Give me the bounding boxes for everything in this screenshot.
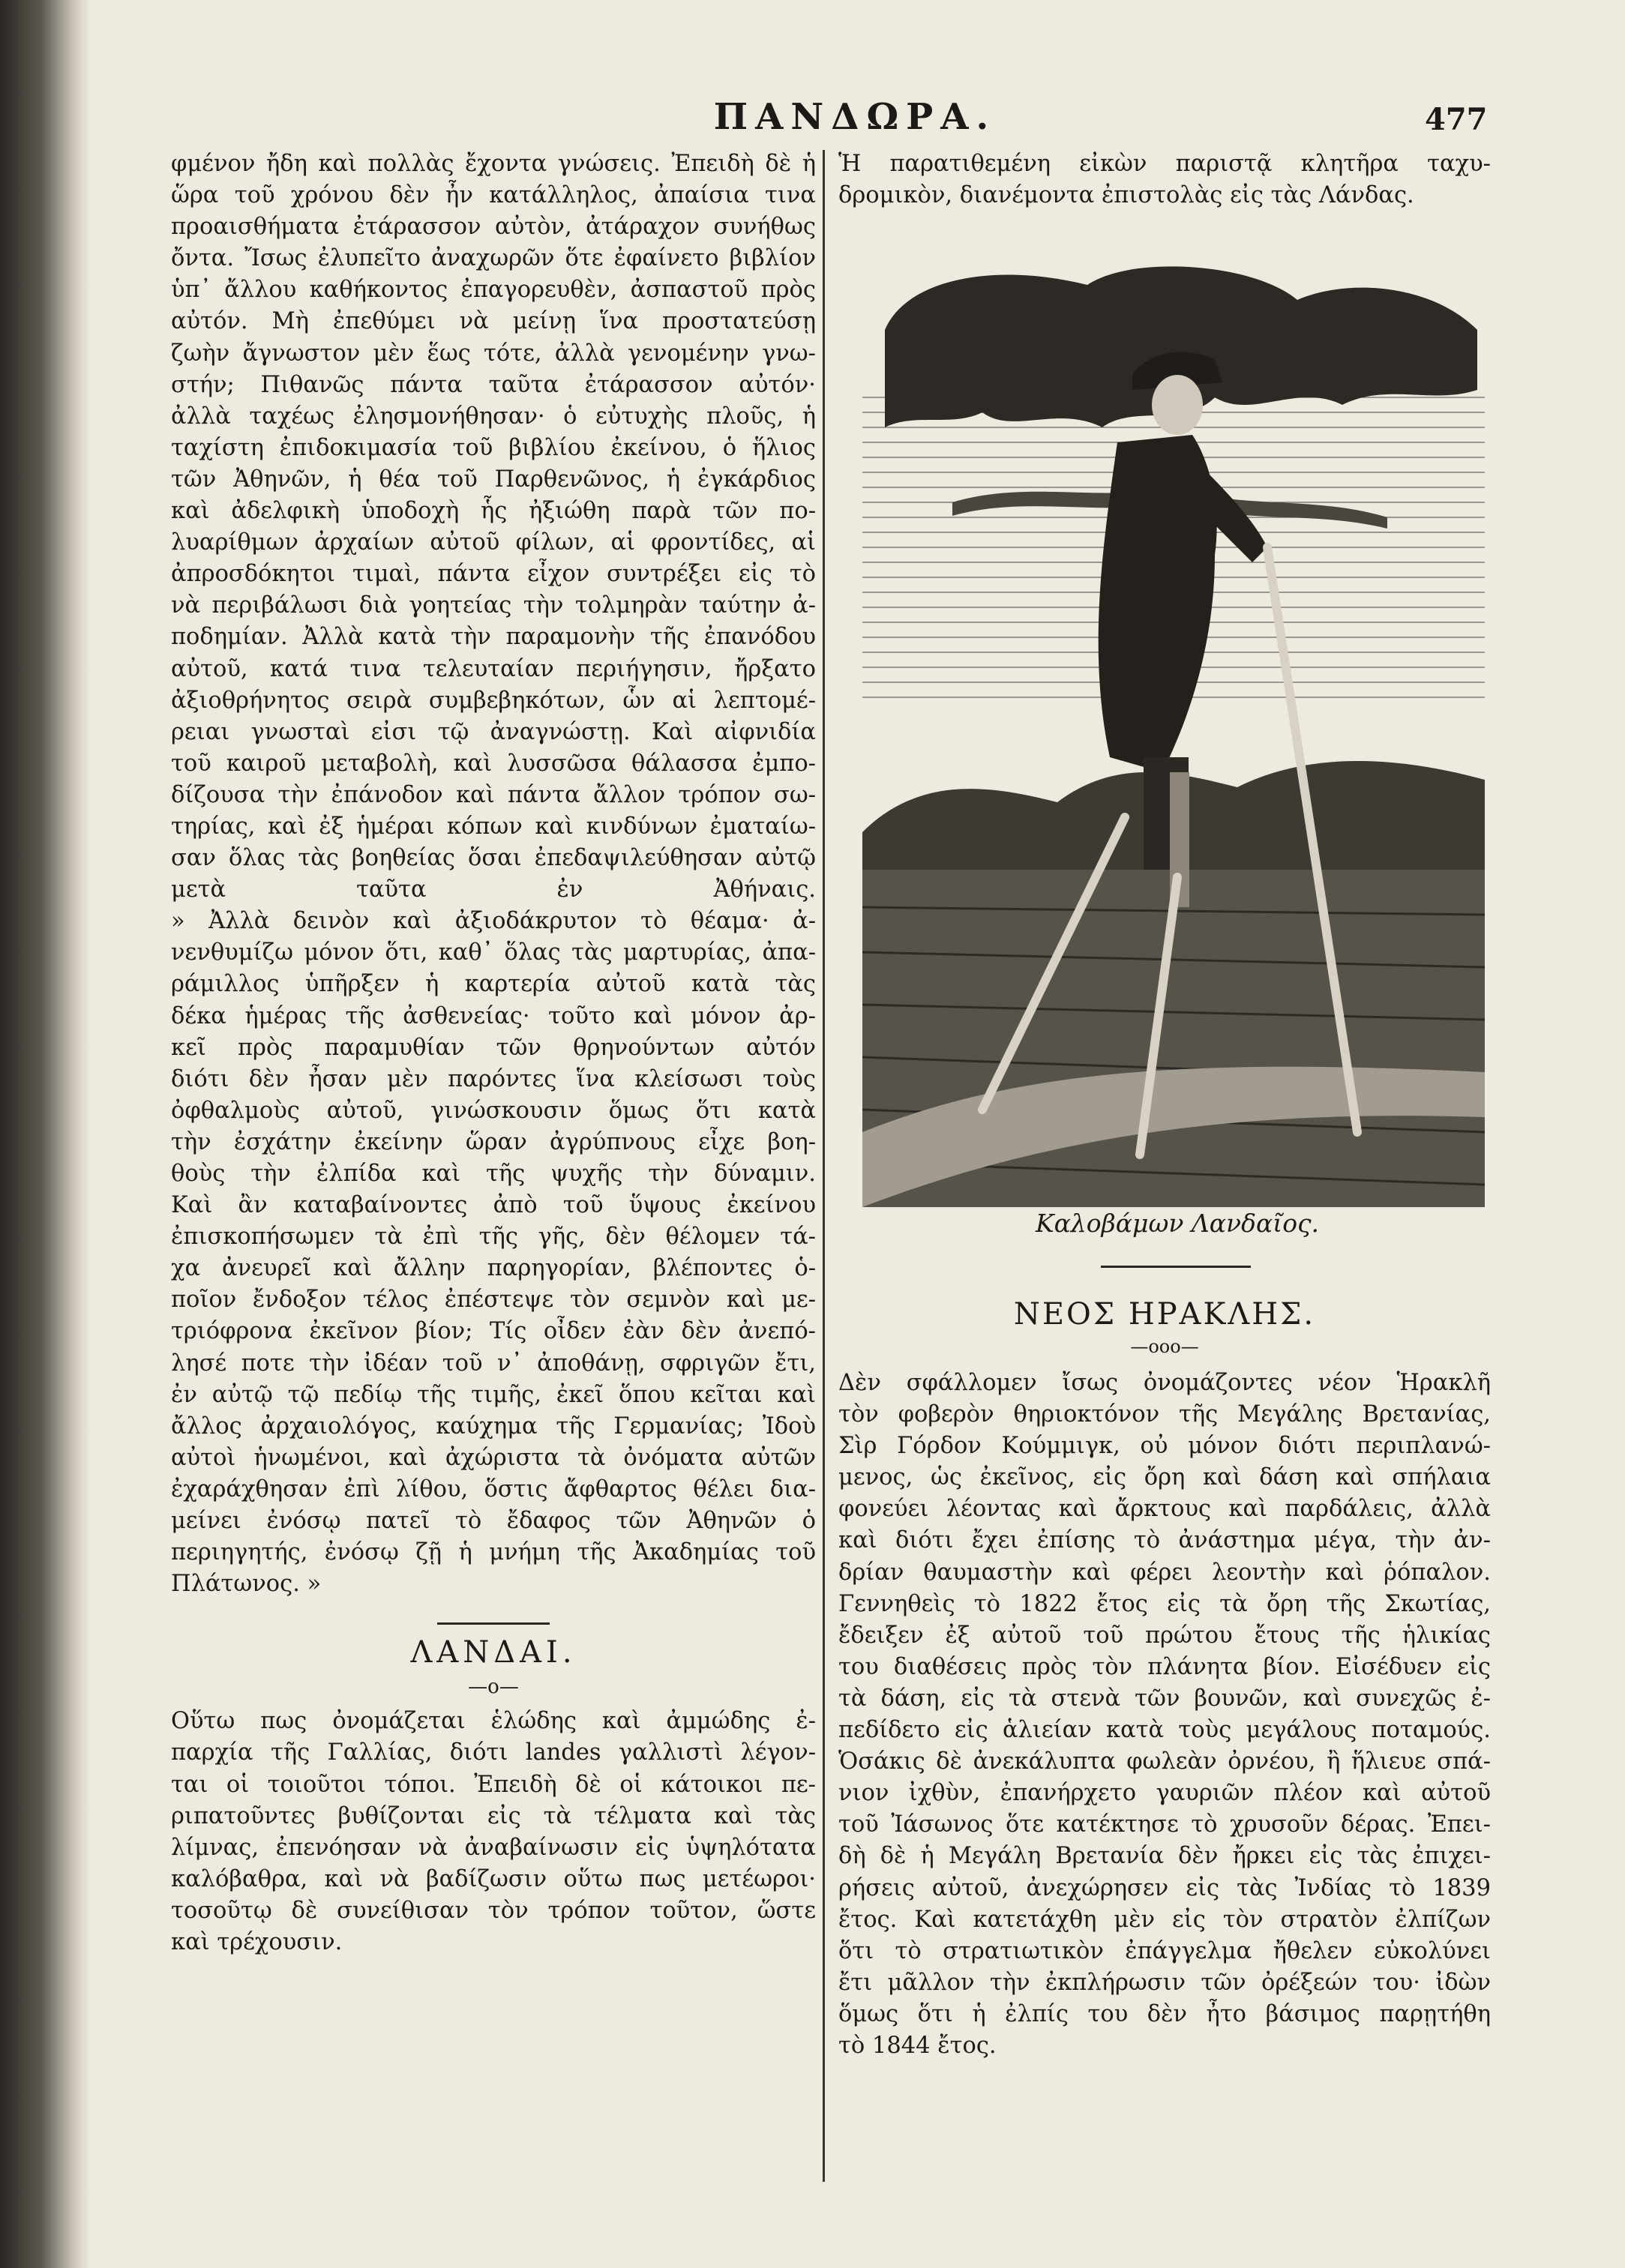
text-line: τὸ 1844 ἔτος. xyxy=(838,2032,997,2059)
text-line: καλόβαθρα, καὶ νὰ βαδίζωσιν οὕτω πως μετέωροι· xyxy=(171,1865,816,1892)
text-line: λίμνας, ἐπενόησαν νὰ ἀναβαίνωσιν εἰς ὑψηλότατα xyxy=(171,1834,816,1861)
text-line: νενθυμίζω μόνον ὅτι, καθ᾽ ὅλας τὰς μαρτυρίας, ἀπα- xyxy=(171,939,816,966)
text-line: δίζουσα τὴν ἐπάνοδον καὶ πάντα ἄλλον τρόπον σω- xyxy=(171,781,816,808)
text-line: θοὺς τὴν ἐλπίδα καὶ τῆς ψυχῆς τὴν δύναμιν. xyxy=(171,1161,816,1187)
illustration-intro-text xyxy=(838,148,1491,211)
text-line: τὰ δάση, εἰς τὰ στενὰ τῶν βουνῶν, καὶ συνεχῶς ἐ- xyxy=(838,1685,1491,1712)
right-column-article xyxy=(838,1297,1491,2062)
text-line: μενος, ὡς ἐκεῖνος, εἰς ὄρη καὶ δάση καὶ σπήλαια xyxy=(838,1464,1491,1491)
text-line: στήν; Πιθανῶς πάντα ταῦτα ἐτάρασσον αὐτόν· xyxy=(171,371,816,398)
text-line: ποῖον ἔνδοξον τέλος ἐπέστεψε τὸν σεμνὸν καὶ με- xyxy=(171,1287,816,1314)
text-line: δέκα ἡμέρας τῆς ἀσθενείας· τοῦτο καὶ μόνον ἀρ- xyxy=(171,1002,816,1029)
text-line: ἔτος. Καὶ κατετάχθη μὲν εἰς τὸν στρατὸν ἐλπίζων xyxy=(838,1906,1491,1933)
text-line: δὴ δὲ ἡ Μεγάλη Βρετανία δὲν ἤρκει εἰς τὰς ἐπιχει- xyxy=(838,1843,1491,1870)
text-line: διότι δὲν ἦσαν μὲν παρόντες ἵνα κλείσωσι τοὺς xyxy=(171,1065,816,1092)
text-line: πεδίδετο εἰς ἁλιείαν κατὰ τοὺς μεγάλους ποταμούς. xyxy=(838,1717,1491,1744)
text-line: ράμιλλος ὑπῆρξεν ἡ καρτερία αὐτοῦ κατὰ τὰς xyxy=(171,971,816,998)
text-line: του διαθέσεις πρὸς τὸν πλάνητα βίον. Εἰσέδυεν εἰς xyxy=(838,1653,1491,1680)
text-line: τοσοῦτῳ δὲ συνείθισαν τὸν τρόπον τοῦτον, ὥστε xyxy=(171,1897,816,1924)
text-line: ἔτι μᾶλλον τὴν ἐκπλήρωσιν τῶν ὀρέξεών του· ἰδὼν xyxy=(838,1969,1491,1996)
text-line: Ὁσάκις δὲ ἀνεκάλυπτα φωλεὰν ὀρνέου, ἢ ἥλιευε σπά- xyxy=(838,1748,1491,1775)
text-line: » Ἀλλὰ δεινὸν καὶ ἀξιοδάκρυτον τὸ θέαμα· ἀ- xyxy=(171,908,816,935)
section-divider-rule xyxy=(437,1622,550,1625)
text-line: τῶν Ἀθηνῶν, ἡ θέα τοῦ Παρθενῶνος, ἡ ἐγκάρδιος xyxy=(171,466,816,493)
text-line: ἀπροσδόκητοι τιμαὶ, πάντα εἶχον συντρέξει εἰς τὸ xyxy=(171,561,816,588)
text-line: ὄντα. Ἴσως ἐλυπεῖτο ἀναχωρῶν ὅτε ἐφαίνετο βιβλίον xyxy=(171,245,816,272)
text-line: Ἡ παρατιθεμένη εἰκὼν παριστᾷ κλητῆρα ταχυ- xyxy=(838,151,1491,177)
section-separator: —o— xyxy=(468,1676,519,1699)
text-line: παρχία τῆς Γαλλίας, διότι landes γαλλιστὶ λέγον- xyxy=(171,1739,816,1766)
text-line: νιον ἰχθὺν, ἐπανήρχετο γαυριῶν πλέον καὶ αὐτοῦ xyxy=(838,1780,1491,1807)
text-line: ἄλλος ἀρχαιολόγος, καύχημα τῆς Γερμανίας; Ἰδοὺ xyxy=(171,1413,816,1440)
text-line: δρομικὸν, διανέμοντα ἐπιστολὰς εἰς τὰς Λάνδας. xyxy=(838,182,1414,209)
binding-gutter-shadow xyxy=(0,0,90,2268)
page-header-title: ΠΑΝΔΩΡΑ. xyxy=(713,96,997,138)
text-line: καὶ τρέχουσιν. xyxy=(171,1928,343,1955)
text-line: Καὶ ἂν καταβαίνοντες ἀπὸ τοῦ ὕψους ἐκείνου xyxy=(171,1192,816,1219)
text-line: καὶ ἀδελφικὴ ὑποδοχὴ ἧς ἠξιώθη παρὰ τῶν πο- xyxy=(171,498,816,525)
text-line: Δὲν σφάλλομεν ἴσως ὀνομάζοντες νέον Ἡρακλῆ xyxy=(838,1370,1491,1396)
text-line: ἐν αὐτῷ τῷ πεδίῳ τῆς τιμῆς, ἐκεῖ ὅπου κεῖται καὶ xyxy=(171,1381,816,1408)
text-line: τοῦ καιροῦ μεταβολὴ, καὶ λυσσῶσα θάλασσα ἐμπο- xyxy=(171,750,816,777)
text-line: προαισθήματα ἐτάρασσον αὐτὸν, ἀτάραχον συνήθως xyxy=(171,214,816,241)
text-line: Σὶρ Γόρδον Κούμμιγκ, οὐ μόνον διότι περιπλανώ- xyxy=(838,1433,1491,1460)
text-line: μετὰ ταῦτα ἐν Ἀθήναις. xyxy=(171,876,816,903)
text-line: δρίαν θαυμαστὴν καὶ φέρει λεοντὴν καὶ ῥόπαλον. xyxy=(838,1559,1491,1586)
right-column-intro xyxy=(838,148,1491,211)
text-line: αὐτόν. Μὴ ἐπεθύμει νὰ μείνῃ ἵνα προστατεύσῃ xyxy=(171,308,816,335)
text-line: αὐτοὶ ἡνωμένοι, καὶ ἀχώριστα τὰ ὀνόματα αὐτῶν xyxy=(171,1444,816,1471)
landai-article-text xyxy=(171,1706,816,1958)
text-line: χα ἀνευρεῖ καὶ ἄλλην παρηγορίαν, βλέποντες ὁ- xyxy=(171,1255,816,1282)
text-line: λυαρίθμων ἀρχαίων αὐτοῦ φίλων, αἱ φροντίδες, αἱ xyxy=(171,529,816,556)
text-line: τὴν ἐσχάτην ἐκείνην ὥραν ἀγρύπνους εἶχε βοη- xyxy=(171,1128,816,1155)
text-line: ὑπ᾽ ἄλλου καθήκοντος ἐπαγορευθὲν, ἀσπαστοῦ πρὸς xyxy=(171,277,816,304)
text-line: ριπατοῦντες βυθίζονται εἰς τὰ τέλματα καὶ τὰς xyxy=(171,1802,816,1829)
text-line: τριόφρονα ἐκεῖνον βίον; Τίς οἶδεν ἐὰν δὲν ἀνεπό- xyxy=(171,1318,816,1345)
text-line: ποδημίαν. Ἀλλὰ κατὰ τὴν παραμονὴν τῆς ἐπανόδου xyxy=(171,624,816,651)
text-line: Οὕτω πως ὀνομάζεται ἑλώδης καὶ ἀμμώδης ἐ- xyxy=(171,1708,816,1735)
text-line: λησέ ποτε τὴν ἰδέαν τοῦ ν᾽ ἀποθάνῃ, σφριγῶν ἔτι, xyxy=(171,1350,816,1377)
caption-divider-rule xyxy=(1101,1266,1251,1268)
section-title-neos-iraklis: ΝΕΟΣ ΗΡΑΚΛΗΣ. xyxy=(1013,1297,1316,1332)
text-line: καὶ διότι ἔχει ἐπίσης τὸ ἀνάστημα μέγα, τὴν ἀν- xyxy=(838,1527,1491,1554)
left-column xyxy=(171,148,816,1958)
text-line: ὅμως ὅτι ἡ ἐλπίς του δὲν ἦτο βάσιμος παρῃτήθη xyxy=(838,2000,1491,2027)
text-line: ται οἱ τοιοῦτοι τόποι. Ἐπειδὴ δὲ οἱ κάτοικοι πε- xyxy=(171,1771,816,1798)
text-line: τηρίας, καὶ ἐξ ἡμέραι κόπων καὶ κινδύνων ἐματαίω- xyxy=(171,813,816,840)
text-line: νὰ περιβάλωσι διὰ γοητείας τὴν τολμηρὰν ταύτην ἀ- xyxy=(171,592,816,619)
text-line: σαν ὅλας τὰς βοηθείας ὅσαι ἐπεδαψιλεύθησαν αὐτῷ xyxy=(171,845,816,872)
stilt-walker-engraving xyxy=(862,232,1485,1207)
text-line: κεῖ πρὸς παραμυθίαν τῶν θρηνούντων αὐτόν xyxy=(171,1034,816,1061)
text-line: ταχίστη ἐπιδοκιμασία τοῦ βιβλίου ἐκείνου, ὁ ἥλιος xyxy=(171,434,816,461)
text-line: ὀφθαλμοὺς αὐτοῦ, γινώσκουσιν ὅμως ὅτι κατὰ xyxy=(171,1097,816,1124)
text-line: Γεννηθεὶς τὸ 1822 ἔτος εἰς τὰ ὄρη τῆς Σκωτίας, xyxy=(838,1590,1491,1617)
text-line: μείνει ἐνόσῳ πατεῖ τὸ ἔδαφος τῶν Ἀθηνῶν ὁ xyxy=(171,1508,816,1535)
text-line: ρειαι γνωσταὶ εἰσι τῷ ἀναγνώστῃ. Καὶ αἰφνιδία xyxy=(171,718,816,745)
neos-iraklis-article-text xyxy=(838,1368,1491,2062)
text-line: ἐχαράχθησαν ἐπὶ λίθου, ὅστις ἄφθαρτος θέλει δια- xyxy=(171,1476,816,1503)
text-line: ἐπισκοπήσωμεν τὰ ἐπὶ τῆς γῆς, δὲν θέλομεν τά- xyxy=(171,1224,816,1251)
text-line: ὅτι τὸ στρατιωτικὸν ἐπάγγελμα ἤθελεν εὐκολύνει xyxy=(838,1937,1491,1964)
section-title-landai: ΛΑΝΔΑΙ. xyxy=(410,1635,577,1670)
text-line: ἀξιοθρήνητος σειρὰ συμβεβηκότων, ὧν αἱ λεπτομέ- xyxy=(171,687,816,714)
section-separator: —οοο— xyxy=(1130,1336,1199,1357)
text-line: περιηγητής, ἐνόσῳ ζῇ ἡ μνήμη τῆς Ἀκαδημίας τοῦ xyxy=(171,1539,816,1566)
text-line: Πλάτωνος. » xyxy=(171,1571,322,1598)
text-line: φμένον ἤδη καὶ πολλὰς ἔχοντα γνώσεις. Ἐπειδὴ δὲ ἡ xyxy=(171,151,816,177)
column-rule xyxy=(823,150,825,2182)
illustration-caption: Καλοβάμων Λανδαῖος. xyxy=(1035,1209,1320,1238)
text-line: ζωὴν ἄγνωστον μὲν ἕως τότε, ἀλλὰ γενομένην γνω- xyxy=(171,340,816,367)
text-line: τὸν φοβερὸν θηριοκτόνον τῆς Μεγάλης Βρετανίας, xyxy=(838,1401,1491,1428)
page-number: 477 xyxy=(1425,102,1488,137)
left-column-text xyxy=(171,148,816,1600)
text-line: αὐτοῦ, κατά τινα τελευταίαν περιήγησιν, ἤρξατο xyxy=(171,655,816,682)
text-line: τοῦ Ἰάσωνος ὅτε κατέκτησε τὸ χρυσοῦν δέρας. Ἐπει- xyxy=(838,1811,1491,1838)
text-line: ἔδειξεν ἐξ αὐτοῦ τοῦ πρώτου ἔτους τῆς ἡλικίας xyxy=(838,1622,1491,1649)
text-line: ρήσεις αὐτοῦ, ἀνεχώρησεν εἰς τὰς Ἰνδίας τὸ 1839 xyxy=(838,1874,1491,1901)
text-line: ἀλλὰ ταχέως ἐλησμονήθησαν· ὁ εὐτυχὴς πλοῦς, ἡ xyxy=(171,403,816,430)
text-line: ὥρα τοῦ χρόνου δὲν ἦν κατάλληλος, ἀπαίσια τινα xyxy=(171,182,816,209)
text-line: φονεύει λέοντας καὶ ἄρκτους καὶ παρδάλεις, ἀλλὰ xyxy=(838,1496,1491,1523)
